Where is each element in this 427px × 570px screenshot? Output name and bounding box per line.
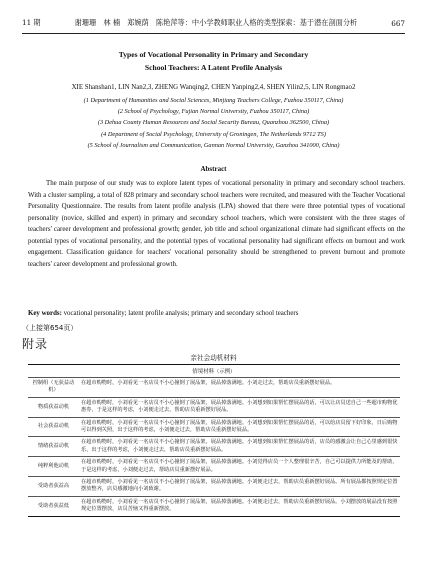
affiliation: (1 Department of Humanities and Social Sciences, Minjiang Teachers College, Fuzhou 350117, China) bbox=[83, 97, 344, 104]
material-table bbox=[28, 364, 400, 517]
table-row bbox=[28, 397, 400, 417]
affiliation-list bbox=[22, 95, 405, 151]
abstract-heading: Abstract bbox=[200, 165, 227, 173]
table-row bbox=[28, 437, 400, 457]
table-row bbox=[28, 496, 400, 516]
title-line-2: School Teachers: A Latent Profile Analysis bbox=[144, 63, 283, 72]
running-title: 谢珊珊 林 楠 郑婉荫 陈艳萍等：中小学教师职业人格的类型探索：基于潜在剖面分析 bbox=[74, 18, 358, 27]
continued-note: （上接第654页） bbox=[22, 324, 78, 332]
paper-title bbox=[22, 48, 405, 74]
row-text: 在超市购物时，小刘看见一名店员不小心撞倒了展品架，展品掉落满地。小刘走过去，帮助店员重新摆好展品。 bbox=[79, 378, 400, 398]
row-text: 在超市购物时，小刘看见一名店员不小心撞倒了展品架，展品掉落满地。小刘便走过去，帮助店员重新摆好展品。小刘摆放的展品没有按照规定位置摆放，店员苦恼又得重新摆放。 bbox=[79, 496, 400, 516]
row-label: 情绪获益动机 bbox=[28, 437, 79, 457]
row-text: 在超市购物时，小刘看见一名店员不小心撞倒了展品架，展品掉落满地。小刘觉得店员一个人整理很辛苦，自己可以提供力所能及的帮助，于是这样的考虑，小刘便走过去，帮助店员重新摆好展品。 bbox=[79, 457, 400, 477]
row-label: 纯粹利他动机 bbox=[28, 457, 79, 477]
row-label: 控制组（无获益动机） bbox=[28, 378, 79, 398]
table-row bbox=[28, 477, 400, 497]
abstract-text: The main purpose of our study was to explore latent types of vocational personality in primary and secondary school teachers. With a cluster sampling, a total of 828 primary and secondary school teachers were recruited, and measured with the Teacher Vocational Personality Questionnaire. The results from latent profile analysis (LPA) showed that there were three potential types of vocational personality (novice, skilled and expert) in primary and secondary school teachers, which were consistent with the three stages of teachers' career development and professional growth; gender, job title and school organizational climate had significant effects on the potential types of vocational personality, and the potential types of vocational personality had significant effects on burnout and work engagement. Classification guidance for teachers' vocational personality should be strengthened to prevent burnout and promote teachers' career development and professional growth. bbox=[28, 180, 405, 268]
row-label: 受助者获益高 bbox=[28, 477, 79, 497]
affiliation: (5 School of Journalism and Communication, Gannan Normal University, Ganzhou 341000, China) bbox=[87, 141, 340, 149]
running-header bbox=[22, 16, 405, 30]
page-number: 667 bbox=[391, 18, 405, 28]
keywords-label: Key words: bbox=[28, 310, 62, 317]
table-row bbox=[28, 378, 400, 398]
row-label: 社会获益动机 bbox=[28, 417, 79, 437]
appendix-heading: 附录 bbox=[22, 337, 49, 351]
title-line-1: Types of Vocational Personality in Primary and Secondary bbox=[118, 50, 309, 59]
row-text: 在超市购物时，小刘看见一名店员不小心撞倒了展品架，展品掉落满地。小刘想到如果帮忙摆展品的话，可以给店员留下好印象，日后购物可以得到关照，出于这样的考虑，小刘便走过去，帮助店员重新摆好展品。 bbox=[79, 417, 400, 437]
row-text: 在超市购物时，小刘看见一名店员不小心撞倒了展品架，展品掉落满地。小刘想到如果帮忙摆展品的话，店员的感激会让自己心里感到很快乐，出于这样的考虑，小刘便走过去，帮助店员重新摆好展品。 bbox=[79, 437, 400, 457]
table-row bbox=[28, 457, 400, 477]
affiliation: (4 Department of Social Psychology, University of Groningen, The Netherlands 9712 TS) bbox=[101, 130, 326, 138]
issue-number: 11 期 bbox=[22, 18, 41, 27]
table-header: 情境材料（示例） bbox=[28, 365, 400, 378]
row-label: 物质获益动机 bbox=[28, 397, 79, 417]
affiliation: (2 School of Psychology, Fujian Normal University, Fuzhou 350117, China) bbox=[117, 108, 310, 116]
keywords-text: vocational personality; latent profile analysis; primary and secondary school teachers bbox=[63, 310, 299, 317]
header-rule bbox=[22, 33, 405, 34]
affiliation: (3 Dehua County Human Resources and Social Security Bureau, Quanzhou 362500, China) bbox=[97, 119, 330, 127]
row-text: 在超市购物时，小刘看见一名店员不小心撞倒了展品架，展品掉落满地。小刘想到如果帮忙摆展品的话，可以让店员送自己一些超市购物优惠券，于是这样的考虑，小刘便走过去，帮助店员重新摆好展品。 bbox=[79, 397, 400, 417]
material-title: 亲社会动机材料 bbox=[190, 354, 237, 362]
row-text: 在超市购物时，小刘看见一名店员不小心撞倒了展品架，展品掉落满地。小刘便走过去，帮助店员重新摆好展品。所有展品都按照规定位置摆放整齐，店员感激地向小刘致谢。 bbox=[79, 477, 400, 497]
row-label: 受助者获益低 bbox=[28, 496, 79, 516]
keywords bbox=[28, 310, 405, 317]
author-list: XIE Shanshan1, LIN Nan2,3, ZHENG Wanqing2, CHEN Yanping2,4, SHEN Yilin2,5, LIN Rongmao2 bbox=[71, 84, 356, 91]
table-row bbox=[28, 417, 400, 437]
